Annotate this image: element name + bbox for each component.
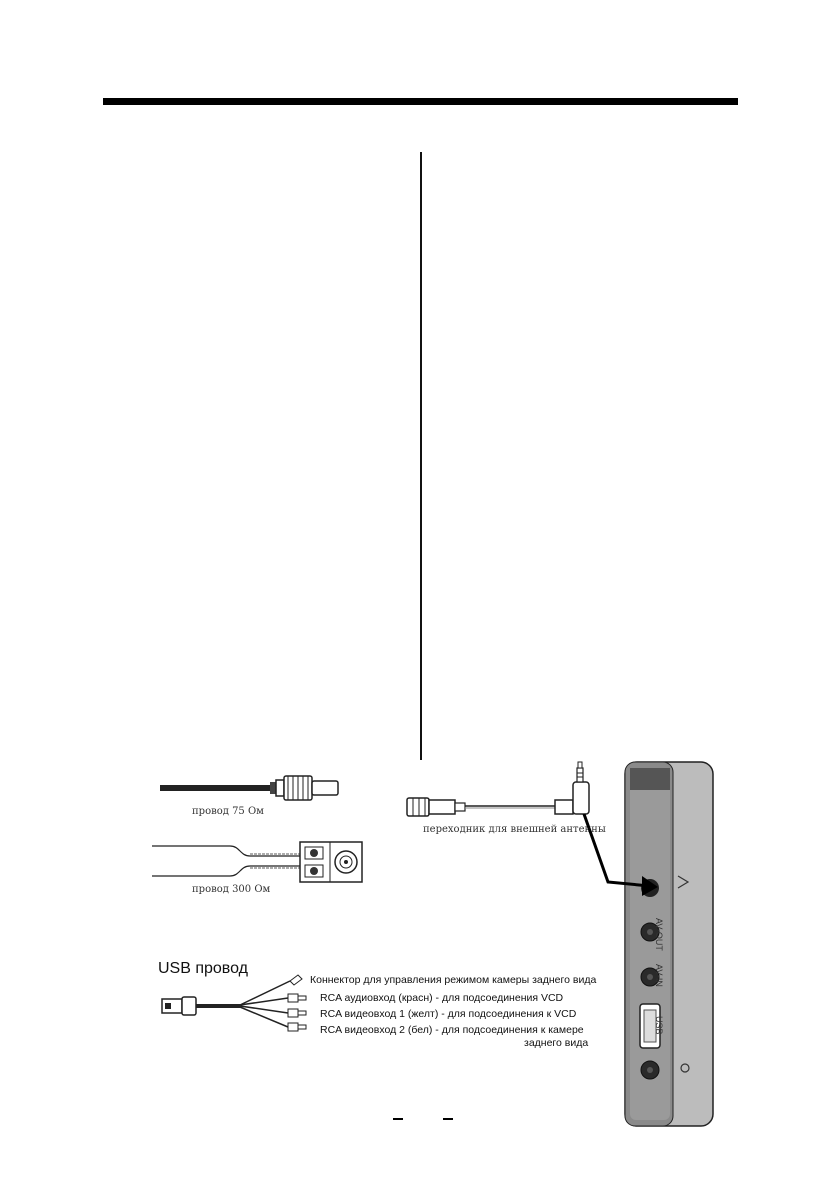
usb-cable-title: USB провод bbox=[158, 960, 249, 977]
antenna-adapter-label: переходник для внешней антенны bbox=[423, 824, 606, 835]
cable-300-ohm-illustration bbox=[150, 836, 370, 886]
port-label-av-out: AV-OUT bbox=[654, 918, 664, 951]
column-divider bbox=[420, 152, 422, 760]
usb-cable-illustration bbox=[150, 975, 310, 1065]
usb-line-camera-connector: Коннектор для управления режимом камеры заднего вида bbox=[310, 974, 597, 986]
usb-line-rca-video-2: RCA видеовход 2 (бел) - для подсоединения к камере bbox=[320, 1024, 584, 1036]
header-rule bbox=[103, 98, 738, 105]
cable-300-ohm-label: провод 300 Ом bbox=[192, 884, 271, 895]
cable-75-ohm-label: провод 75 Ом bbox=[192, 806, 264, 817]
usb-line-rca-audio: RCA аудиовход (красн) - для подсоединения VCD bbox=[320, 992, 564, 1004]
cable-75-ohm-illustration bbox=[150, 768, 350, 808]
usb-line-rca-video-2-cont: заднего вида bbox=[524, 1037, 589, 1049]
port-label-usb: USB bbox=[654, 1016, 664, 1035]
usb-line-rca-video-1: RCA видеовход 1 (желт) - для подсоединения к VCD bbox=[320, 1008, 577, 1020]
port-label-av-in: AV-IN bbox=[654, 964, 664, 987]
footer-dash-right bbox=[443, 1118, 453, 1120]
footer-dash-left bbox=[393, 1118, 403, 1120]
connection-arrow bbox=[580, 812, 670, 902]
